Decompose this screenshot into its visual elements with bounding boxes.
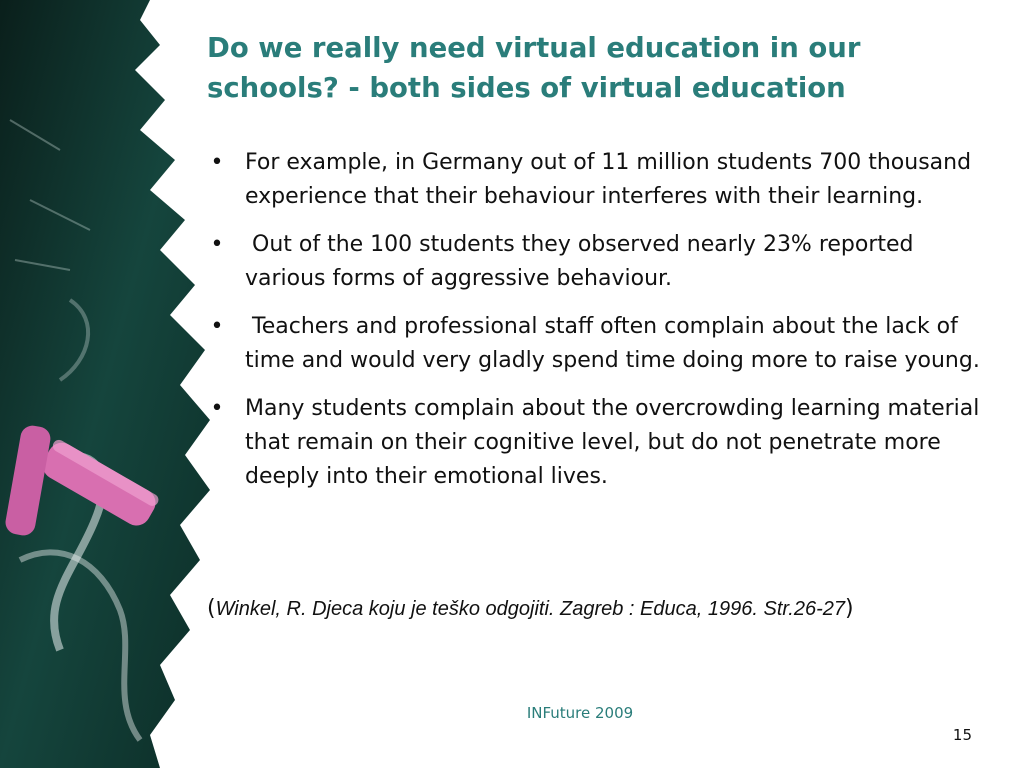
bullet-dot: • — [210, 150, 224, 175]
citation-close-paren: ) — [845, 596, 854, 621]
bullet-item — [207, 228, 997, 296]
bullet-text: Many students complain about the overcrowding learning material that remain on their cognitive level, but do not penetrate more deeply into their emotional lives. — [245, 396, 980, 489]
chalkboard-decoration — [0, 0, 215, 768]
bullet-text: Teachers and professional staff often complain about the lack of time and would very gladly spend time doing more to raise young. — [245, 314, 980, 373]
bullet-text: Out of the 100 students they observed nearly 23% reported various forms of aggressive behaviour. — [245, 232, 921, 291]
bullet-dot: • — [210, 314, 224, 339]
citation-open-paren: ( — [207, 596, 216, 621]
citation-text: Winkel, R. Djeca koju je teško odgojiti. Zagreb : Educa, 1996. Str.26-27 — [215, 598, 845, 620]
slide-title: Do we really need virtual education in our schools? - both sides of virtual education — [207, 32, 861, 104]
bullet-dot: • — [210, 396, 224, 421]
slide-footer: INFuture 2009 — [526, 704, 634, 722]
bullet-list — [207, 146, 997, 508]
bullet-text: For example, in Germany out of 11 million students 700 thousand experience that their behaviour interferes with their learning. — [245, 150, 972, 209]
bullet-item — [207, 310, 997, 378]
chalkboard-illustration — [0, 0, 215, 768]
bullet-item — [207, 392, 997, 494]
bullet-item — [207, 146, 997, 214]
page-number: 15 — [952, 726, 972, 744]
citation — [207, 592, 1005, 627]
bullet-dot: • — [210, 232, 224, 257]
